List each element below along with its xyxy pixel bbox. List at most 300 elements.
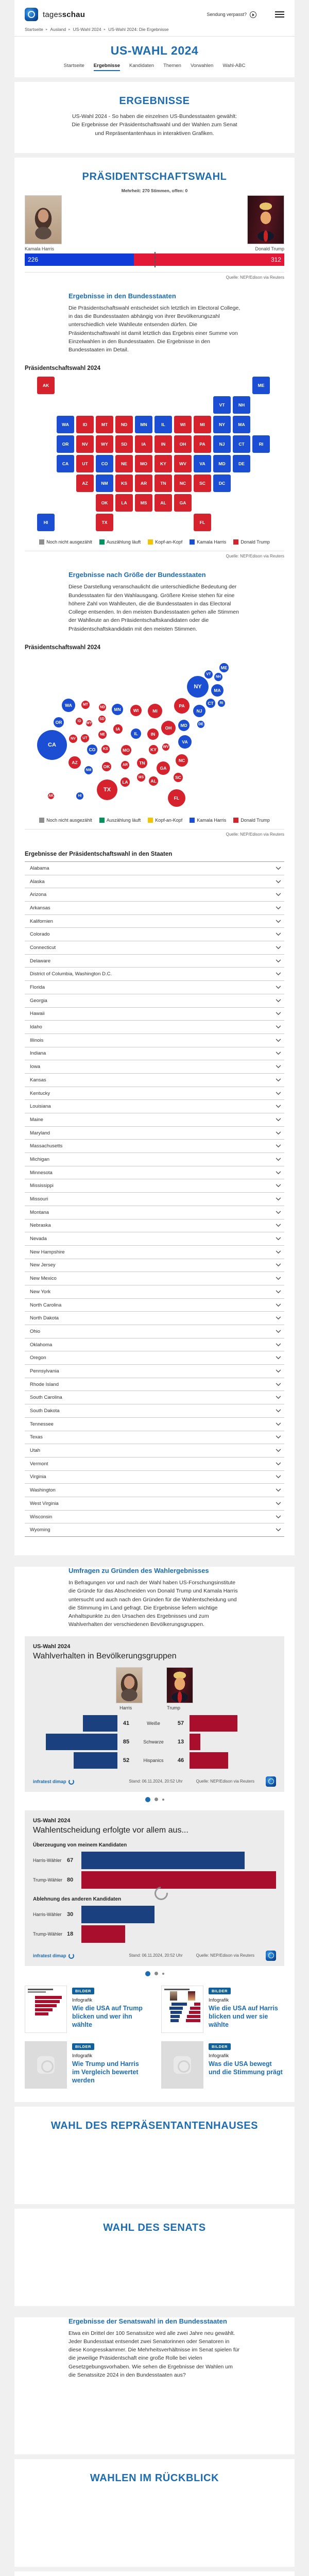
svg-text:ID: ID bbox=[77, 719, 81, 723]
chevron-down-icon bbox=[276, 1224, 281, 1227]
state-bubble-UT[interactable] bbox=[81, 734, 89, 742]
state-tile-VA[interactable]: VA bbox=[194, 455, 211, 472]
carousel-dots-1 bbox=[25, 1797, 284, 1802]
state-row-label: Texas bbox=[30, 1434, 43, 1440]
intro-card bbox=[14, 82, 295, 153]
state-bubble-WV[interactable] bbox=[162, 743, 169, 751]
state-bubble-PA[interactable] bbox=[174, 698, 190, 714]
breadcrumb-separator-icon: ▸ bbox=[45, 28, 48, 31]
state-row-label: Ohio bbox=[30, 1328, 41, 1334]
svg-text:WI: WI bbox=[133, 707, 139, 713]
us-state-winner-map bbox=[37, 377, 272, 532]
state-bubble-NH[interactable] bbox=[214, 673, 222, 681]
svg-text:MA: MA bbox=[214, 687, 221, 693]
svg-text:MS: MS bbox=[138, 775, 144, 779]
state-bubble-DE[interactable] bbox=[197, 721, 204, 728]
teaser-body bbox=[209, 1986, 284, 2033]
breadcrumb-item[interactable]: Startseite bbox=[25, 27, 43, 32]
breadcrumb-item[interactable]: US-Wahl 2024 bbox=[73, 27, 101, 32]
state-tile-WI[interactable]: WI bbox=[174, 416, 192, 433]
site-header bbox=[14, 0, 295, 77]
dot[interactable] bbox=[162, 1973, 164, 1975]
svg-text:IA: IA bbox=[115, 726, 121, 732]
state-row-connecticut[interactable] bbox=[25, 941, 284, 955]
state-tile-AR[interactable]: AR bbox=[135, 474, 152, 492]
tagesschau-logo-icon[interactable] bbox=[25, 8, 38, 21]
state-tile-NE[interactable]: NE bbox=[115, 455, 133, 472]
state-row-south-carolina[interactable] bbox=[25, 1391, 284, 1404]
state-row-label: New Jersey bbox=[30, 1262, 56, 1268]
state-bubble-SD[interactable] bbox=[98, 716, 106, 723]
teaser-card-3[interactable] bbox=[25, 2041, 148, 2089]
state-tile-AL[interactable]: AL bbox=[154, 494, 172, 512]
chevron-down-icon bbox=[276, 1039, 281, 1042]
harris-photo bbox=[25, 195, 62, 244]
state-tile-KS[interactable]: KS bbox=[115, 474, 133, 492]
state-bubble-MT[interactable] bbox=[81, 701, 90, 709]
state-tile-PA[interactable]: PA bbox=[194, 435, 211, 453]
category-label: Weiße bbox=[147, 1720, 160, 1726]
chart2-kicker: US-Wahl 2024 bbox=[33, 1817, 71, 1824]
state-bubble-VA[interactable] bbox=[178, 735, 192, 749]
dot[interactable] bbox=[162, 1799, 164, 1801]
state-tile-HI[interactable]: HI bbox=[37, 514, 55, 531]
state-row-label: Tennessee bbox=[30, 1421, 54, 1427]
state-bubble-WI[interactable] bbox=[130, 705, 142, 716]
tab-kandidaten[interactable]: Kandidaten bbox=[129, 63, 154, 69]
state-row-virginia[interactable] bbox=[25, 1471, 284, 1484]
state-tile-ID[interactable]: ID bbox=[76, 416, 94, 433]
state-row-tennessee[interactable] bbox=[25, 1418, 284, 1431]
state-tile-NJ[interactable]: NJ bbox=[213, 435, 231, 453]
state-row-vermont[interactable] bbox=[25, 1458, 284, 1471]
state-bubble-CT[interactable] bbox=[206, 699, 215, 708]
tagesschau-wordmark[interactable]: tagesschau bbox=[43, 10, 85, 19]
state-bubble-OR[interactable] bbox=[54, 717, 64, 727]
state-row-oklahoma[interactable] bbox=[25, 1338, 284, 1352]
state-bubble-IL[interactable] bbox=[131, 728, 141, 739]
trump-photo-small bbox=[166, 1667, 193, 1703]
state-row-florida[interactable] bbox=[25, 981, 284, 994]
state-bubble-MA[interactable] bbox=[211, 684, 224, 697]
teaser-kicker: Infografik bbox=[72, 2053, 93, 2059]
teaser-title[interactable]: Was die USA bewegt und die Stimmung prägt bbox=[209, 2060, 283, 2076]
trump-photo bbox=[247, 195, 284, 244]
teaser-card-2[interactable] bbox=[161, 1986, 284, 2033]
state-row-label: Wisconsin bbox=[30, 1514, 53, 1520]
state-tile-MO[interactable]: MO bbox=[135, 455, 152, 472]
state-tile-WV[interactable]: WV bbox=[174, 455, 192, 472]
hamburger-menu-icon[interactable] bbox=[275, 11, 284, 18]
state-bubble-SC[interactable] bbox=[174, 773, 183, 782]
state-row-label: Kansas bbox=[30, 1077, 46, 1083]
state-bubble-AR[interactable] bbox=[121, 761, 129, 769]
state-row-nevada[interactable] bbox=[25, 1232, 284, 1246]
state-bubble-NY[interactable] bbox=[187, 676, 209, 698]
svg-text:WV: WV bbox=[163, 745, 169, 749]
chevron-down-icon bbox=[276, 1290, 281, 1294]
state-row-colorado[interactable] bbox=[25, 928, 284, 941]
state-row-label: North Carolina bbox=[30, 1302, 62, 1308]
state-tile-AZ[interactable]: AZ bbox=[76, 474, 94, 492]
polls-heading: Umfragen zu Gründen des Wahlergebnisses bbox=[68, 1567, 209, 1575]
state-row-kalifornien[interactable] bbox=[25, 915, 284, 928]
state-bubble-CO[interactable] bbox=[87, 744, 97, 755]
chart1-kicker: US-Wahl 2024 bbox=[33, 1643, 71, 1650]
state-row-label: Connecticut bbox=[30, 944, 56, 951]
state-row-alabama[interactable] bbox=[25, 862, 284, 875]
chevron-down-icon bbox=[276, 1409, 281, 1413]
legend-swatch bbox=[39, 818, 44, 823]
state-row-arizona[interactable] bbox=[25, 888, 284, 902]
state-row-utah[interactable] bbox=[25, 1444, 284, 1458]
chart2-title: Wahlentscheidung erfolgte vor allem aus... bbox=[33, 1825, 188, 1835]
state-row-label: New Hampshire bbox=[30, 1249, 65, 1255]
state-bubble-TX[interactable] bbox=[97, 779, 117, 800]
state-bubble-KS[interactable] bbox=[101, 745, 110, 753]
state-row-kansas[interactable] bbox=[25, 1074, 284, 1087]
dot[interactable] bbox=[154, 1972, 158, 1975]
state-row-maine[interactable] bbox=[25, 1113, 284, 1127]
intro-text: US-Wahl 2024 - So haben die einzelnen US-Bundesstaaten gewählt: Die Ergebnisse der Präsidentschaftswahl und der Wahlen zum Senat und Repräsentantenhaus in interaktiven Grafiken. bbox=[72, 113, 237, 137]
map-legend bbox=[25, 539, 284, 545]
svg-text:MD: MD bbox=[180, 722, 187, 728]
svg-text:WY: WY bbox=[86, 721, 92, 725]
state-bubble-NE[interactable] bbox=[98, 731, 107, 739]
senate-card bbox=[14, 2209, 295, 2306]
state-row-georgia[interactable] bbox=[25, 994, 284, 1008]
missed-broadcast-link[interactable]: Sendung verpasst? bbox=[207, 12, 247, 17]
state-tile-VT[interactable]: VT bbox=[213, 396, 231, 414]
state-bubble-VT[interactable] bbox=[204, 670, 213, 679]
state-tile-RI[interactable]: RI bbox=[252, 435, 270, 453]
senate-results-heading: Ergebnisse der Senatswahl in den Bundesstaaten bbox=[68, 2317, 227, 2325]
state-bubble-ID[interactable] bbox=[76, 718, 83, 725]
state-row-north-dakota[interactable] bbox=[25, 1312, 284, 1325]
legend-swatch bbox=[148, 818, 153, 823]
state-bubble-HI[interactable] bbox=[76, 792, 83, 800]
state-tile-SD[interactable]: SD bbox=[115, 435, 133, 453]
svg-text:MT: MT bbox=[82, 703, 89, 707]
state-row-label: Nebraska bbox=[30, 1223, 51, 1229]
chevron-down-icon bbox=[276, 1528, 281, 1532]
state-bubble-MS[interactable] bbox=[137, 773, 145, 782]
state-row-district-of-columbia-washington-d-c-[interactable] bbox=[25, 968, 284, 981]
svg-text:OH: OH bbox=[165, 725, 172, 731]
teaser-kicker: Infografik bbox=[72, 1997, 93, 2003]
ard-globe-icon bbox=[266, 1951, 276, 1961]
breadcrumb-item[interactable]: US-Wahl 2024: Die Ergebnisse bbox=[108, 27, 169, 32]
state-row-louisiana[interactable] bbox=[25, 1100, 284, 1113]
state-bubble-CA[interactable] bbox=[37, 730, 67, 760]
house-heading: WAHL DES REPRÄSENTANTENHAUSES bbox=[50, 2120, 259, 2131]
chart1-harris-label: Harris bbox=[119, 1705, 132, 1710]
state-tile-IA[interactable]: IA bbox=[135, 435, 152, 453]
state-bubble-NC[interactable] bbox=[176, 754, 188, 767]
legend-item bbox=[148, 818, 182, 823]
state-tile-SC[interactable]: SC bbox=[194, 474, 211, 492]
legend-swatch bbox=[148, 539, 153, 545]
state-bubble-FL[interactable] bbox=[168, 789, 185, 807]
state-tile-ND[interactable]: ND bbox=[115, 416, 133, 433]
state-row-new-york[interactable] bbox=[25, 1285, 284, 1299]
state-bubble-IN[interactable] bbox=[147, 728, 159, 740]
tab-vorwahlen[interactable]: Vorwahlen bbox=[190, 63, 214, 69]
svg-text:AR: AR bbox=[122, 763, 128, 767]
state-row-new-jersey[interactable] bbox=[25, 1259, 284, 1273]
state-bubble-AZ[interactable] bbox=[68, 756, 81, 769]
state-bubble-NV[interactable] bbox=[69, 735, 77, 743]
decision-row-harris-wähler bbox=[33, 1905, 276, 1924]
state-row-alaska[interactable] bbox=[25, 875, 284, 889]
state-row-kentucky[interactable] bbox=[25, 1087, 284, 1100]
state-tile-MS[interactable]: MS bbox=[135, 494, 152, 512]
teaser-title[interactable]: Wie die USA auf Trump blicken und wer ihn wählte bbox=[72, 2004, 143, 2029]
state-bubble-NJ[interactable] bbox=[193, 705, 205, 717]
state-row-texas[interactable] bbox=[25, 1431, 284, 1445]
state-tile-DC[interactable]: DC bbox=[213, 474, 231, 492]
tab-startseite[interactable]: Startseite bbox=[63, 63, 84, 69]
svg-text:WA: WA bbox=[65, 702, 72, 708]
state-bubble-MI[interactable] bbox=[148, 704, 162, 718]
state-row-label: Mississippi bbox=[30, 1183, 54, 1189]
demographics-row-schwarze bbox=[33, 1733, 276, 1751]
teaser-title[interactable]: Wie die USA auf Harris blicken und wer sie wählte bbox=[209, 2004, 278, 2029]
svg-text:TN: TN bbox=[139, 760, 145, 766]
voter-group-label: Trump-Wähler bbox=[33, 1877, 63, 1883]
state-tile-WA[interactable]: WA bbox=[57, 416, 74, 433]
state-tile-MN[interactable]: MN bbox=[135, 416, 152, 433]
legend-item bbox=[99, 539, 141, 545]
teaser-thumbnail-placeholder[interactable] bbox=[25, 2041, 67, 2089]
voter-group-label: Harris-Wähler bbox=[33, 1857, 62, 1863]
chevron-down-icon bbox=[276, 933, 281, 936]
state-row-west-virginia[interactable] bbox=[25, 1497, 284, 1511]
harris-bar bbox=[83, 1715, 117, 1732]
state-tile-KY[interactable]: KY bbox=[154, 455, 172, 472]
state-row-label: Virginia bbox=[30, 1474, 46, 1480]
dot-active[interactable] bbox=[145, 1797, 150, 1802]
svg-text:NH: NH bbox=[215, 675, 221, 679]
state-row-label: Louisiana bbox=[30, 1104, 51, 1110]
state-row-idaho[interactable] bbox=[25, 1021, 284, 1034]
state-bubble-RI[interactable] bbox=[218, 700, 225, 707]
state-row-missouri[interactable] bbox=[25, 1193, 284, 1206]
state-tile-MI[interactable]: MI bbox=[194, 416, 211, 433]
state-bubble-OH[interactable] bbox=[161, 721, 176, 735]
state-bubble-cartogram bbox=[25, 656, 284, 810]
svg-text:FL: FL bbox=[174, 795, 180, 801]
svg-text:VA: VA bbox=[182, 739, 188, 744]
state-row-label: Florida bbox=[30, 985, 45, 991]
state-bubble-OK[interactable] bbox=[102, 762, 111, 771]
state-row-wyoming[interactable] bbox=[25, 1523, 284, 1537]
state-tile-IL[interactable]: IL bbox=[154, 416, 172, 433]
state-tile-LA[interactable]: LA bbox=[115, 494, 133, 512]
chevron-down-icon bbox=[276, 1422, 281, 1426]
tab-wahl-abc[interactable]: Wahl-ABC bbox=[222, 63, 246, 69]
svg-text:NY: NY bbox=[194, 683, 202, 690]
review-heading: WAHLEN IM RÜCKBLICK bbox=[90, 2472, 219, 2484]
chevron-down-icon bbox=[276, 986, 281, 989]
state-tile-TN[interactable]: TN bbox=[154, 474, 172, 492]
state-bubble-WA[interactable] bbox=[62, 699, 75, 712]
svg-text:IL: IL bbox=[134, 731, 138, 736]
tab-ergebnisse[interactable]: Ergebnisse bbox=[94, 63, 120, 71]
state-row-massachusetts[interactable] bbox=[25, 1140, 284, 1153]
harris-value: 52 bbox=[123, 1757, 130, 1764]
teaser-card-1[interactable] bbox=[25, 1986, 148, 2033]
state-row-nebraska[interactable] bbox=[25, 1219, 284, 1233]
state-row-north-carolina[interactable] bbox=[25, 1299, 284, 1312]
chevron-down-icon bbox=[276, 1158, 281, 1161]
infratest-dimap-logo: infratest dimap bbox=[33, 1778, 74, 1784]
state-row-washington[interactable] bbox=[25, 1484, 284, 1497]
harris-electoral-bar: 226 bbox=[25, 253, 134, 266]
state-row-maryland[interactable] bbox=[25, 1127, 284, 1140]
state-row-minnesota[interactable] bbox=[25, 1166, 284, 1180]
state-row-new-mexico[interactable] bbox=[25, 1272, 284, 1285]
chevron-down-icon bbox=[276, 1065, 281, 1069]
state-tile-MA[interactable]: MA bbox=[233, 416, 250, 433]
teaser-title[interactable]: Wie Trump und Harris im Vergleich bewertet werden bbox=[72, 2060, 139, 2084]
state-bubble-AK[interactable] bbox=[48, 793, 54, 799]
dot[interactable] bbox=[154, 1798, 158, 1801]
state-bubble-ME[interactable] bbox=[219, 663, 229, 672]
dot-active[interactable] bbox=[145, 1971, 150, 1976]
state-tile-OR[interactable]: OR bbox=[57, 435, 74, 453]
state-tile-CT[interactable]: CT bbox=[233, 435, 250, 453]
teaser-body bbox=[72, 2041, 148, 2089]
state-tile-DE[interactable]: DE bbox=[233, 455, 250, 472]
voter-group-label: Harris-Wähler bbox=[33, 1911, 62, 1917]
state-tile-CO[interactable]: CO bbox=[96, 455, 113, 472]
state-row-hawaii[interactable] bbox=[25, 1008, 284, 1021]
svg-text:SD: SD bbox=[99, 717, 105, 721]
state-tile-FL[interactable]: FL bbox=[194, 514, 211, 531]
svg-text:HI: HI bbox=[78, 794, 82, 798]
state-tile-OK[interactable]: OK bbox=[96, 494, 113, 512]
state-bubble-TN[interactable] bbox=[137, 758, 147, 768]
state-row-michigan[interactable] bbox=[25, 1153, 284, 1166]
state-bubble-WY[interactable] bbox=[86, 720, 92, 726]
decision-row-trump-wähler bbox=[33, 1871, 276, 1889]
map-title: Präsidentschaftswahl 2024 bbox=[25, 365, 101, 372]
state-bubble-AL[interactable] bbox=[149, 776, 158, 786]
state-bubble-ND[interactable] bbox=[99, 704, 106, 711]
state-tile-NC[interactable]: NC bbox=[174, 474, 192, 492]
majority-marker bbox=[154, 252, 156, 267]
state-bubble-KY[interactable] bbox=[149, 745, 158, 754]
trump-bar bbox=[81, 1925, 125, 1943]
source-note: Quelle: NEP/Edison via Reuters bbox=[25, 272, 284, 281]
state-bubble-MN[interactable] bbox=[112, 704, 123, 715]
teaser-card-4[interactable] bbox=[161, 2041, 284, 2089]
teaser-thumbnail-chart[interactable] bbox=[161, 1986, 203, 2033]
state-row-illinois[interactable] bbox=[25, 1034, 284, 1047]
teaser-thumbnail-chart[interactable] bbox=[25, 1986, 67, 2033]
state-tile-MD[interactable]: MD bbox=[213, 455, 231, 472]
state-tile-NV[interactable]: NV bbox=[76, 435, 94, 453]
decision-chart-box bbox=[25, 1810, 284, 1966]
state-bubble-LA[interactable] bbox=[121, 777, 130, 787]
legend-item bbox=[99, 818, 141, 823]
legend-item bbox=[39, 818, 92, 823]
chevron-down-icon bbox=[276, 1277, 281, 1280]
state-tile-IN[interactable]: IN bbox=[154, 435, 172, 453]
ard-globe-icon bbox=[266, 1776, 276, 1787]
state-row-label: Iowa bbox=[30, 1064, 41, 1070]
state-tile-MT[interactable]: MT bbox=[96, 416, 113, 433]
state-row-mississippi[interactable] bbox=[25, 1179, 284, 1193]
trump-bar bbox=[81, 1871, 276, 1889]
state-row-south-dakota[interactable] bbox=[25, 1404, 284, 1418]
chevron-down-icon bbox=[276, 1078, 281, 1082]
state-row-label: District of Columbia, Washington D.C. bbox=[30, 971, 112, 977]
teaser-thumbnail-placeholder[interactable] bbox=[161, 2041, 203, 2089]
state-row-montana[interactable] bbox=[25, 1206, 284, 1219]
state-tile-UT[interactable]: UT bbox=[76, 455, 94, 472]
teaser-badge: BILDER bbox=[209, 1988, 231, 1994]
svg-text:CO: CO bbox=[89, 747, 96, 752]
majority-note: Mehrheit: 270 Stimmen, offen: 0 bbox=[121, 188, 188, 193]
state-row-oregon[interactable] bbox=[25, 1351, 284, 1365]
state-row-label: Maine bbox=[30, 1116, 43, 1123]
state-tile-GA[interactable]: GA bbox=[174, 494, 192, 512]
state-row-label: Alaska bbox=[30, 878, 45, 885]
state-row-new-hampshire[interactable] bbox=[25, 1246, 284, 1259]
state-tile-CA[interactable]: CA bbox=[57, 455, 74, 472]
state-tile-NY[interactable]: NY bbox=[213, 416, 231, 433]
state-bubble-MD[interactable] bbox=[178, 720, 190, 731]
state-row-indiana[interactable] bbox=[25, 1047, 284, 1061]
state-row-label: Alabama bbox=[30, 865, 49, 871]
state-tile-OH[interactable]: OH bbox=[174, 435, 192, 453]
state-row-ohio[interactable] bbox=[25, 1325, 284, 1338]
state-row-label: Pennsylvania bbox=[30, 1368, 59, 1374]
state-row-wisconsin[interactable] bbox=[25, 1511, 284, 1524]
state-tile-TX[interactable]: TX bbox=[96, 514, 113, 531]
state-row-pennsylvania[interactable] bbox=[25, 1365, 284, 1378]
state-row-iowa[interactable] bbox=[25, 1060, 284, 1074]
state-tile-ME[interactable]: ME bbox=[252, 377, 270, 394]
breadcrumb-separator-icon: ▸ bbox=[68, 28, 71, 31]
state-bubble-IA[interactable] bbox=[113, 724, 123, 734]
state-row-label: Arkansas bbox=[30, 905, 50, 911]
state-tile-WY[interactable]: WY bbox=[96, 435, 113, 453]
state-row-delaware[interactable] bbox=[25, 955, 284, 968]
legend-swatch bbox=[190, 539, 195, 545]
state-tile-NM[interactable]: NM bbox=[96, 474, 113, 492]
voter-group-value: 18 bbox=[67, 1930, 74, 1937]
states-result-text: Die Präsidentschaftswahl entscheidet sich letztlich im Electoral College, in das die Bundesstaaten abhängig von ihrer Bevölkerungszahl unterschiedlich viele Wahlleute entsenden dürfen. Die Präsidentschaftswahl ist damit letztlich das Ergebnis einer Summe von Einzelwahlen in den Bundesstaaten. Die Ergebnisse in den Bundesstaaten im Detail. bbox=[68, 304, 241, 353]
results-heading: ERGEBNISSE bbox=[119, 95, 190, 107]
state-bubble-GA[interactable] bbox=[157, 761, 170, 775]
svg-text:LA: LA bbox=[122, 779, 128, 785]
legend-item bbox=[148, 539, 182, 545]
trump-value: 13 bbox=[177, 1738, 184, 1745]
state-bubble-MO[interactable] bbox=[121, 745, 131, 755]
play-icon[interactable] bbox=[250, 11, 256, 18]
state-row-rhode-island[interactable] bbox=[25, 1378, 284, 1392]
state-tile-AK[interactable]: AK bbox=[37, 377, 55, 394]
state-bubble-NM[interactable] bbox=[84, 766, 93, 774]
chevron-down-icon bbox=[276, 959, 281, 963]
tab-themen[interactable]: Themen bbox=[163, 63, 181, 69]
breadcrumb-item[interactable]: Ausland bbox=[50, 27, 66, 32]
state-tile-NH[interactable]: NH bbox=[233, 396, 250, 414]
state-row-arkansas[interactable] bbox=[25, 902, 284, 915]
